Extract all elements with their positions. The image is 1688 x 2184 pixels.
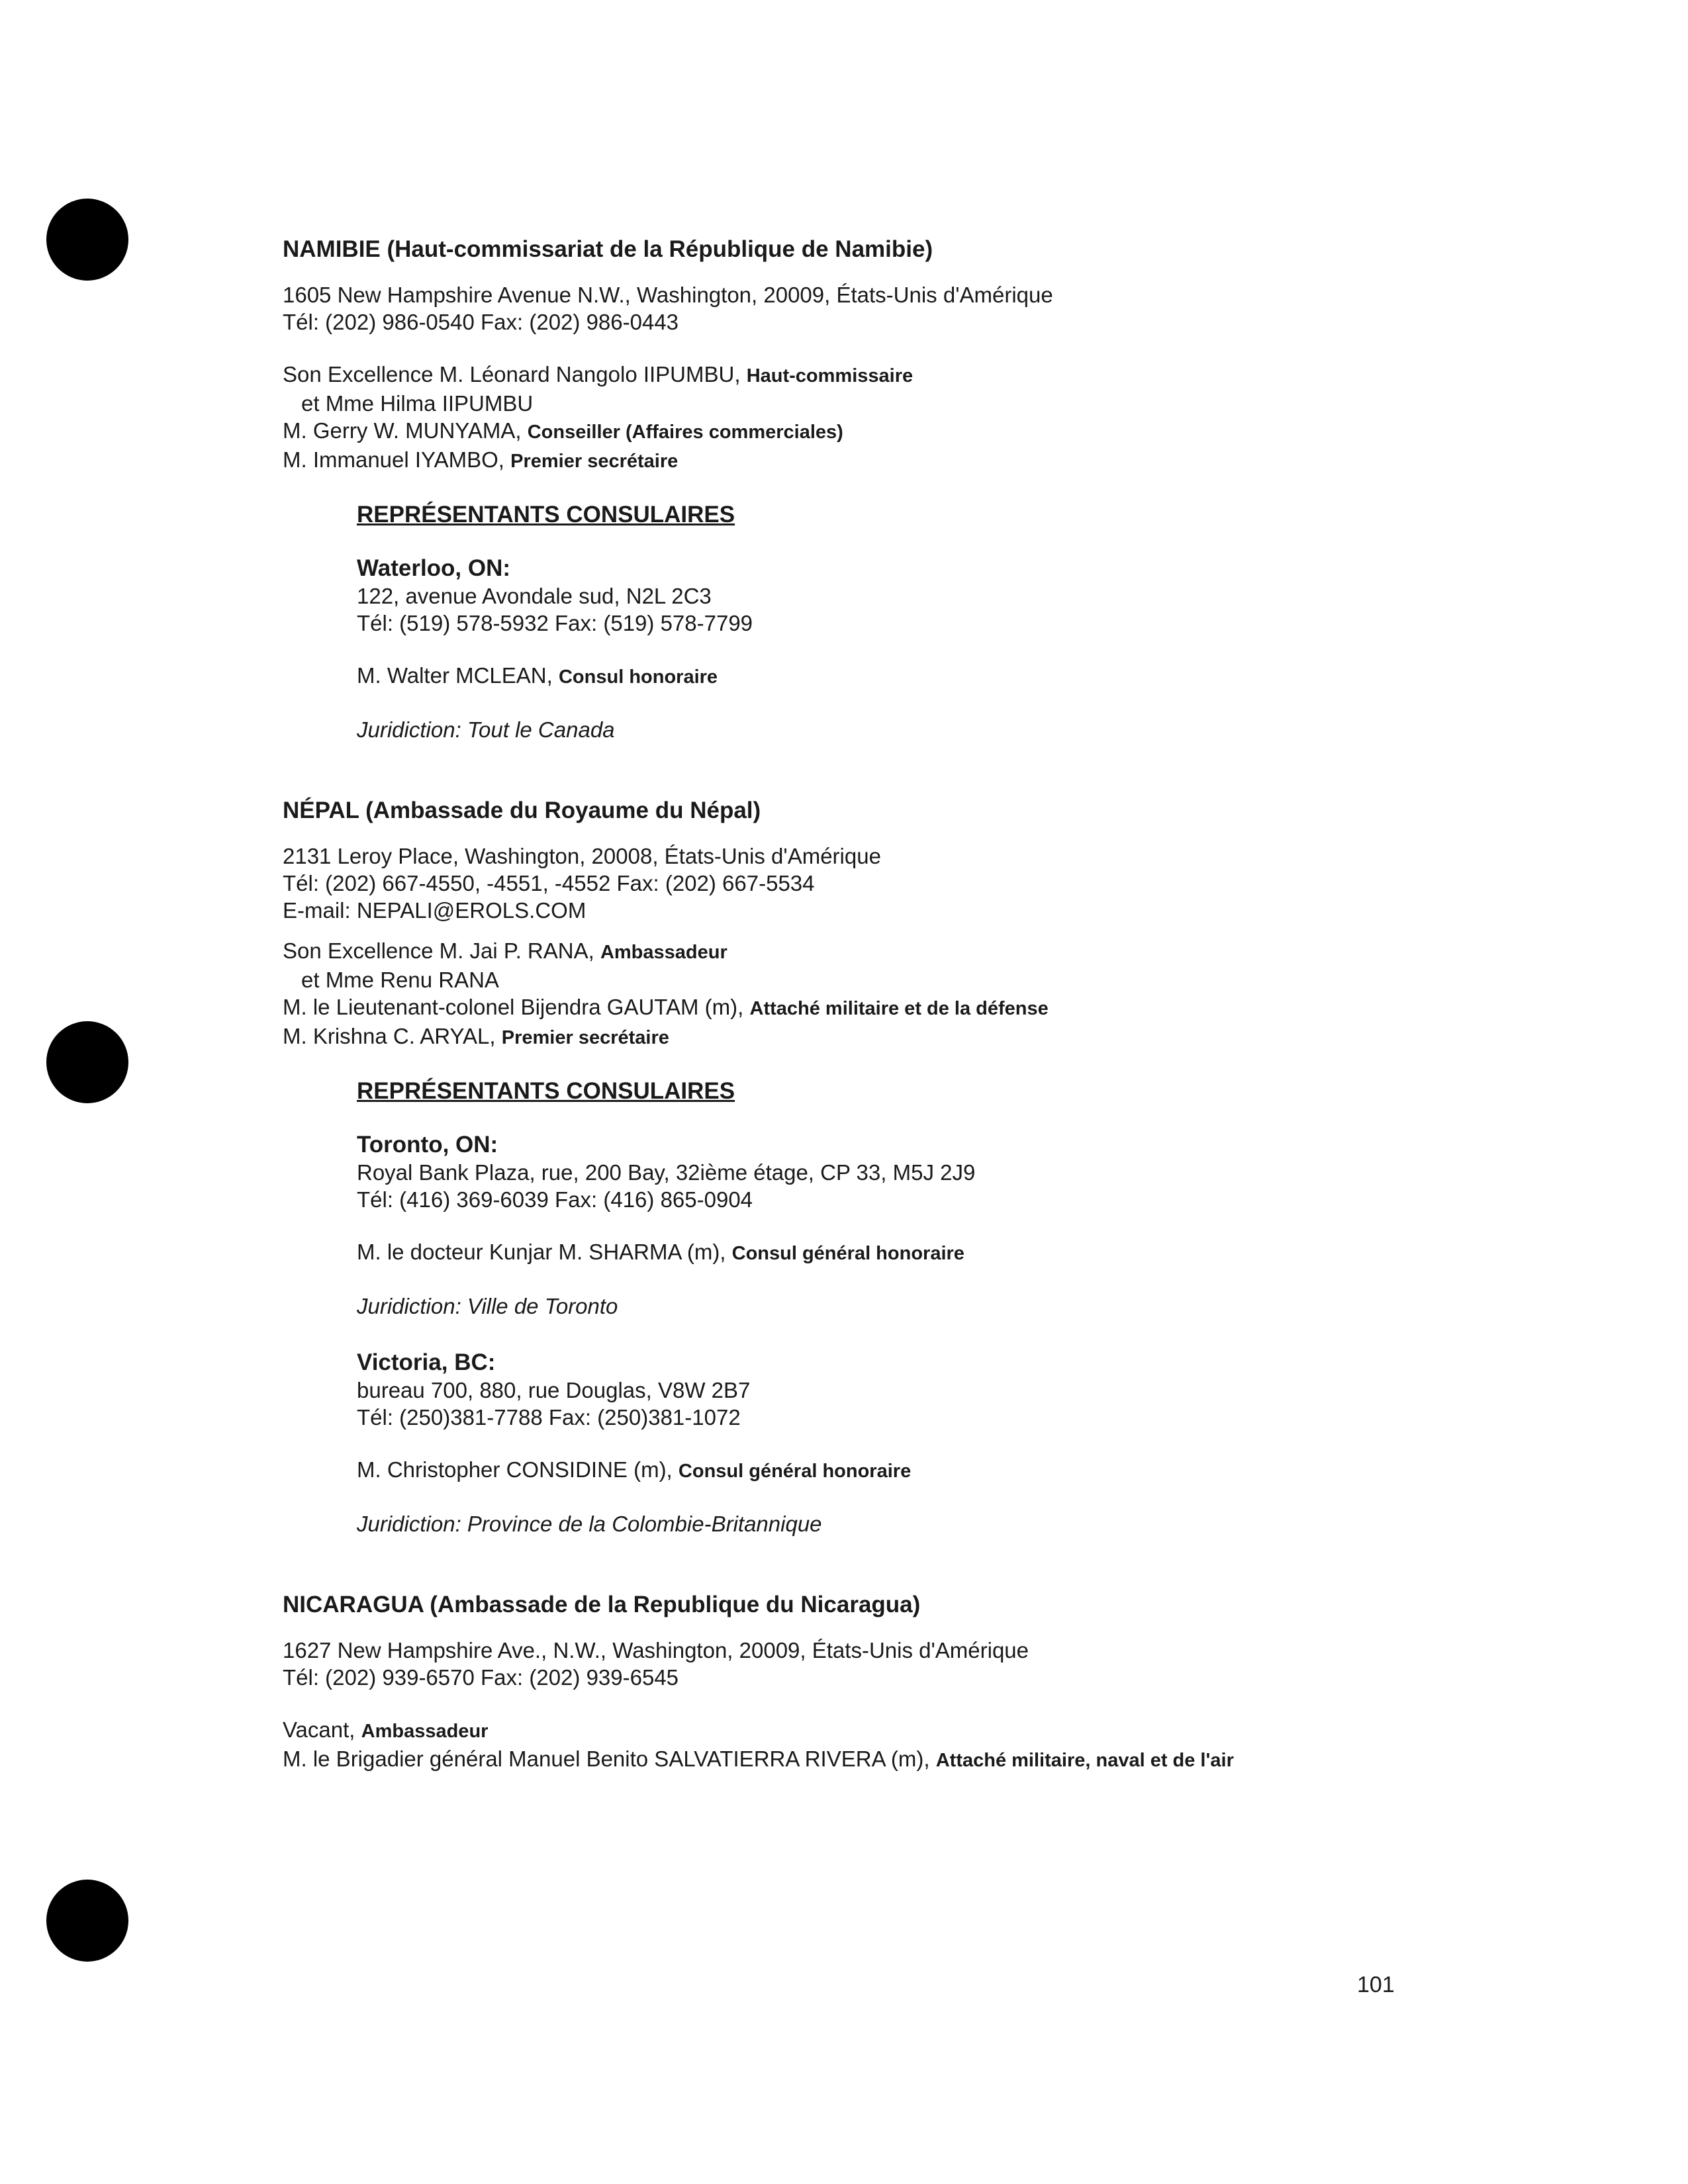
address-block	[283, 281, 1408, 336]
consular-office	[357, 1131, 1408, 1320]
person-entry	[283, 1716, 1408, 1745]
country-title: NAMIBIE (Haut-commissariat de la République de Namibie)	[283, 236, 933, 262]
country-section-nicaragua	[283, 1590, 1408, 1774]
person-entry	[283, 1745, 1408, 1774]
person-title: Attaché militaire et de la défense	[749, 998, 1049, 1019]
person-title: Ambassadeur	[361, 1721, 489, 1742]
person-entry	[283, 361, 1408, 390]
country-section-nepal	[283, 796, 1408, 1537]
office-city: Victoria, BC:	[357, 1349, 496, 1375]
person-entry	[283, 417, 1408, 446]
page-number: 101	[1357, 1972, 1395, 1997]
consular-heading: REPRÉSENTANTS CONSULAIRES	[357, 502, 735, 527]
person-name: Son Excellence M. Jai P. RANA,	[283, 938, 600, 963]
office-jurisdiction: Juridiction: Ville de Toronto	[357, 1294, 618, 1318]
person-name: M. Walter MCLEAN,	[357, 663, 559, 688]
office-address: bureau 700, 880, rue Douglas, V8W 2B7	[357, 1378, 751, 1402]
office-city: Toronto, ON:	[357, 1132, 498, 1158]
consular-block	[357, 500, 1408, 743]
person-name: M. Krishna C. ARYAL,	[283, 1024, 502, 1048]
person-title: Attaché militaire, naval et de l'air	[935, 1750, 1234, 1771]
punch-hole	[46, 1021, 128, 1103]
person-name: et Mme Hilma IIPUMBU	[301, 391, 534, 416]
directory-content	[283, 235, 1408, 1774]
person-title: Ambassadeur	[600, 942, 727, 963]
office-phone: Tél: (250)381-7788 Fax: (250)381-1072	[357, 1405, 741, 1430]
person-name: M. Gerry W. MUNYAMA,	[283, 418, 528, 443]
office-jurisdiction: Juridiction: Province de la Colombie-Britannique	[357, 1512, 822, 1536]
person-entry	[283, 390, 1408, 417]
person-entry	[283, 446, 1408, 475]
personnel-list	[283, 1716, 1408, 1774]
office-city: Waterloo, ON:	[357, 555, 511, 581]
person-title: Consul général honoraire	[678, 1461, 912, 1482]
person-title: Premier secrétaire	[501, 1027, 669, 1048]
person-name: Son Excellence M. Léonard Nangolo IIPUMBU,	[283, 362, 747, 387]
office-phone: Tél: (416) 369-6039 Fax: (416) 865-0904	[357, 1187, 753, 1212]
personnel-list	[283, 937, 1408, 1052]
person-name: M. le Lieutenant-colonel Bijendra GAUTAM (m),	[283, 995, 750, 1019]
person-title: Consul honoraire	[558, 666, 718, 688]
person-name: M. Immanuel IYAMBO,	[283, 447, 511, 472]
person-title: Conseiller (Affaires commerciales)	[527, 422, 843, 443]
address-line: 1627 New Hampshire Ave., N.W., Washington, 20009, États-Unis d'Amérique	[283, 1638, 1029, 1662]
consular-block	[357, 1077, 1408, 1537]
office-person	[357, 1238, 1408, 1267]
punch-hole	[46, 199, 128, 281]
consular-office	[357, 1349, 1408, 1537]
office-address: Royal Bank Plaza, rue, 200 Bay, 32ième étage, CP 33, M5J 2J9	[357, 1160, 976, 1185]
person-name: M. le Brigadier général Manuel Benito SALVATIERRA RIVERA (m),	[283, 1747, 936, 1771]
country-title: NICARAGUA (Ambassade de la Republique du Nicaragua)	[283, 1592, 921, 1617]
phone-line: Tél: (202) 986-0540 Fax: (202) 986-0443	[283, 310, 679, 334]
person-entry	[283, 937, 1408, 966]
office-person	[357, 1456, 1408, 1485]
consular-heading: REPRÉSENTANTS CONSULAIRES	[357, 1078, 735, 1104]
person-title: Consul général honoraire	[731, 1243, 964, 1264]
office-phone: Tél: (519) 578-5932 Fax: (519) 578-7799	[357, 611, 753, 635]
country-section-namibie	[283, 235, 1408, 743]
country-title: NÉPAL (Ambassade du Royaume du Népal)	[283, 797, 761, 823]
personnel-list	[283, 361, 1408, 475]
person-title: Haut-commissaire	[746, 365, 914, 387]
phone-line: Tél: (202) 667-4550, -4551, -4552 Fax: (202) 667-5534	[283, 871, 815, 895]
person-name: et Mme Renu RANA	[301, 968, 499, 992]
punch-hole	[46, 1880, 128, 1962]
person-name: M. le docteur Kunjar M. SHARMA (m),	[357, 1240, 732, 1264]
office-address: 122, avenue Avondale sud, N2L 2C3	[357, 584, 712, 608]
address-block	[283, 842, 1408, 924]
email-line: E-mail: NEPALI@EROLS.COM	[283, 898, 586, 923]
office-jurisdiction: Juridiction: Tout le Canada	[357, 717, 615, 742]
address-block	[283, 1637, 1408, 1691]
address-line: 1605 New Hampshire Avenue N.W., Washington, 20009, États-Unis d'Amérique	[283, 283, 1053, 307]
phone-line: Tél: (202) 939-6570 Fax: (202) 939-6545	[283, 1665, 679, 1690]
address-line: 2131 Leroy Place, Washington, 20008, États-Unis d'Amérique	[283, 844, 881, 868]
consular-office	[357, 555, 1408, 743]
person-title: Premier secrétaire	[510, 451, 679, 472]
person-entry	[283, 993, 1408, 1023]
person-name: Vacant,	[283, 1717, 361, 1742]
person-name: M. Christopher CONSIDINE (m),	[357, 1457, 679, 1482]
person-entry	[283, 966, 1408, 993]
office-person	[357, 662, 1408, 691]
person-entry	[283, 1023, 1408, 1052]
